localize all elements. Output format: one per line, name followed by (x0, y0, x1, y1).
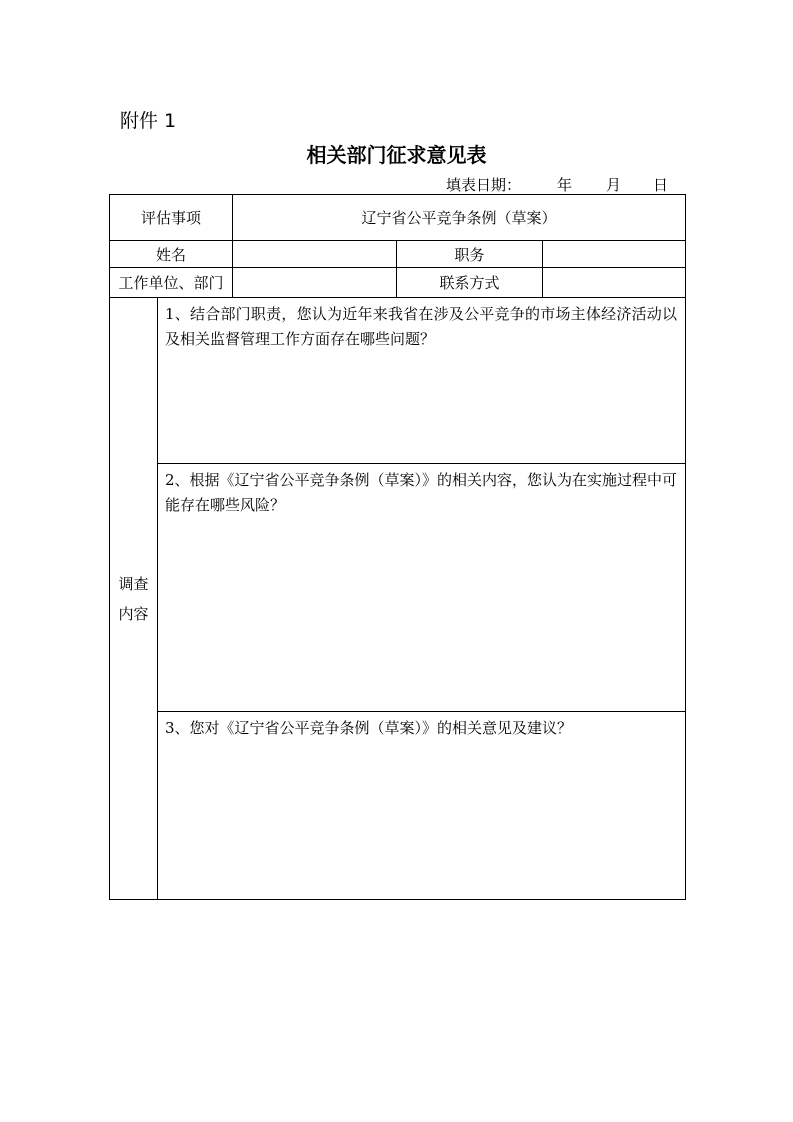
question-3[interactable]: 3、您对《辽宁省公平竞争条例（草案）》的相关意见及建议？ (158, 712, 686, 900)
org-field[interactable] (233, 268, 397, 298)
question-1[interactable]: 1、结合部门职责，您认为近年来我省在涉及公平竞争的市场主体经济活动以及相关监督管理工作方面存在哪些问题？ (158, 298, 686, 464)
attachment-label: 附件 1 (120, 110, 177, 132)
fill-date-month: 月 (606, 176, 622, 194)
position-field[interactable] (543, 241, 686, 268)
contact-label: 联系方式 (397, 268, 543, 298)
page-title: 相关部门征求意见表 (306, 143, 487, 167)
eval-item-label: 评估事项 (110, 195, 233, 241)
position-label: 职务 (397, 241, 543, 268)
survey-label-line2: 内容 (118, 604, 149, 623)
name-label: 姓名 (110, 241, 233, 268)
fill-date-year: 年 (557, 176, 573, 194)
survey-content-label (110, 298, 158, 900)
org-label: 工作单位、部门 (110, 268, 233, 298)
fill-date-day: 日 (653, 176, 669, 194)
survey-label-line1: 调查 (118, 574, 149, 593)
fill-date-label: 填表日期： (446, 176, 522, 194)
question-2[interactable]: 2、根据《辽宁省公平竞争条例（草案）》的相关内容，您认为在实施过程中可能存在哪些风险？ (158, 464, 686, 712)
eval-item-value: 辽宁省公平竞争条例（草案） (233, 195, 686, 241)
name-field[interactable] (233, 241, 397, 268)
contact-field[interactable] (543, 268, 686, 298)
opinion-form-table (109, 194, 686, 900)
